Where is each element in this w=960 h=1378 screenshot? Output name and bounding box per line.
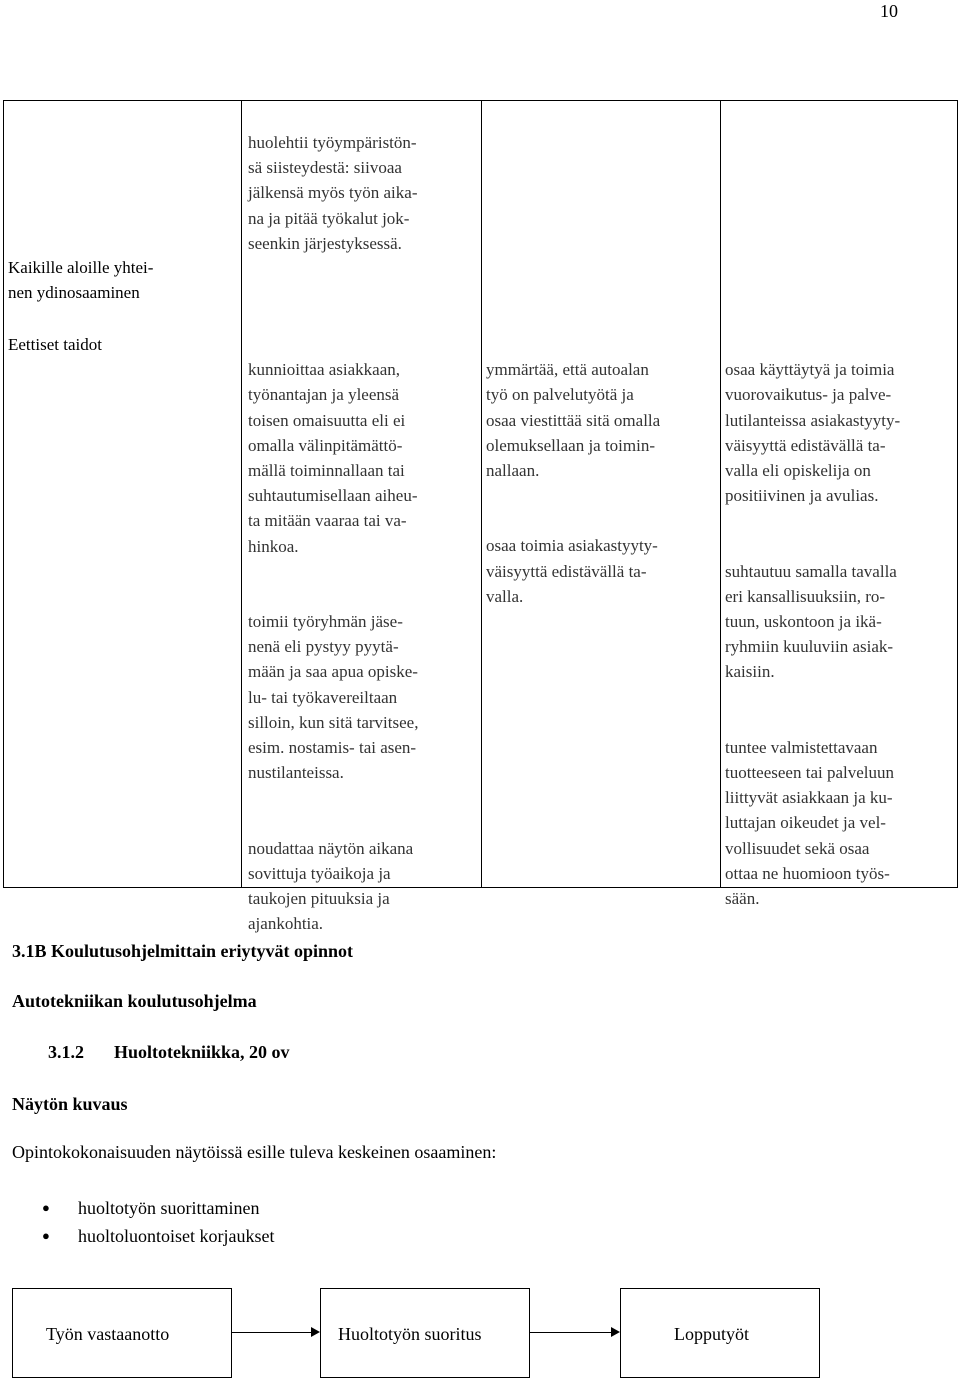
flow-step-label: Lopputyöt [674, 1324, 749, 1344]
arrow-head-icon [611, 1327, 620, 1337]
criterion-text: ymmärtää, että autoalan työ on palvelutyötä ja osaa viestittää sitä omalla olemuksellaan ja toimin- nallaan. [486, 360, 661, 481]
program-heading: Autotekniikan koulutusohjelma [12, 991, 257, 1011]
subsection-number: 3.1.2 [48, 1042, 84, 1062]
row-label-ethics: Eettiset taidot [8, 335, 102, 354]
flow-step-label: Työn vastaanotto [46, 1324, 170, 1344]
list-item: ● huoltoluontoiset korjaukset [42, 1225, 274, 1253]
flow-arrow [530, 1332, 612, 1333]
column-divider [720, 101, 721, 887]
demo-heading: Näytön kuvaus [12, 1094, 128, 1114]
flow-step-label: Huoltotyön suoritus [338, 1324, 482, 1344]
cell-tidiness: huolehtii työympäristön- sä siisteydestä: siivoaa jälkensä myös työn aika- na ja pitää työkalut jok- seenkin järjestyksessä. [248, 133, 418, 253]
subsection-title: Huoltotekniikka, 20 ov [114, 1042, 290, 1062]
cell-ethics-col2 [248, 332, 473, 987]
section-heading: 3.1B Koulutusohjelmittain eriytyvät opinnot [12, 941, 354, 961]
criterion-text: noudattaa näytön aikana sovittuja työaikoja ja taukojen pituuksia ja ajankohtia. [248, 838, 414, 934]
criterion-text: suhtautuu samalla tavalla eri kansallisuuksiin, ro- tuun, uskontoon ja ikä- ryhmiin kuuluviin asiak- kaisiin. [725, 561, 897, 682]
intro-text: Opintokokonaisuuden näytöissä esille tuleva keskeinen osaaminen: [12, 1142, 497, 1162]
list-item: ● huoltotyön suorittaminen [42, 1197, 274, 1225]
criterion-text: kunnioittaa asiakkaan, työnantajan ja yleensä toisen omaisuutta eli ei omalla välinpitämättö- mällä toiminnallaan tai suhtautumisellaan aiheu- ta mitään vaaraa tai va- hinkoa. [248, 360, 418, 556]
criterion-text: tuntee valmistettavaan tuotteeseen tai palveluun liittyvät asiakkaan ja ku- luttajan oikeudet ja vel- vollisuudet sekä osaa ottaa ne huomioon työs- sään. [725, 737, 894, 909]
arrow-head-icon [311, 1327, 320, 1337]
column-divider [481, 101, 482, 887]
cell-ethics-col4 [725, 332, 950, 961]
criterion-text: osaa toimia asiakastyyty- väisyyttä edistävällä ta- valla. [486, 536, 658, 606]
criterion-text: osaa käyttäytyä ja toimia vuorovaikutus- ja palve- lutilanteissa asiakastyyty- väisyyttä edistävällä ta- valla eli opiskelija on positiivinen ja avulias. [725, 360, 901, 506]
column-divider [241, 101, 242, 887]
subsection-heading [48, 1041, 290, 1063]
page-number: 10 [880, 1, 898, 21]
cell-ethics-col3 [486, 332, 711, 659]
bullet-list [42, 1197, 274, 1253]
flow-arrow [232, 1332, 312, 1333]
criterion-text: toimii työryhmän jäse- nenä eli pystyy pyytä- mään ja saa apua opiske- lu- tai työkavereiltaan silloin, kun sitä tarvitsee, esim. nostamis- tai asen- nustilanteissa. [248, 612, 419, 783]
row-label-core-skills: Kaikille aloille yhtei- nen ydinosaaminen [8, 258, 154, 303]
